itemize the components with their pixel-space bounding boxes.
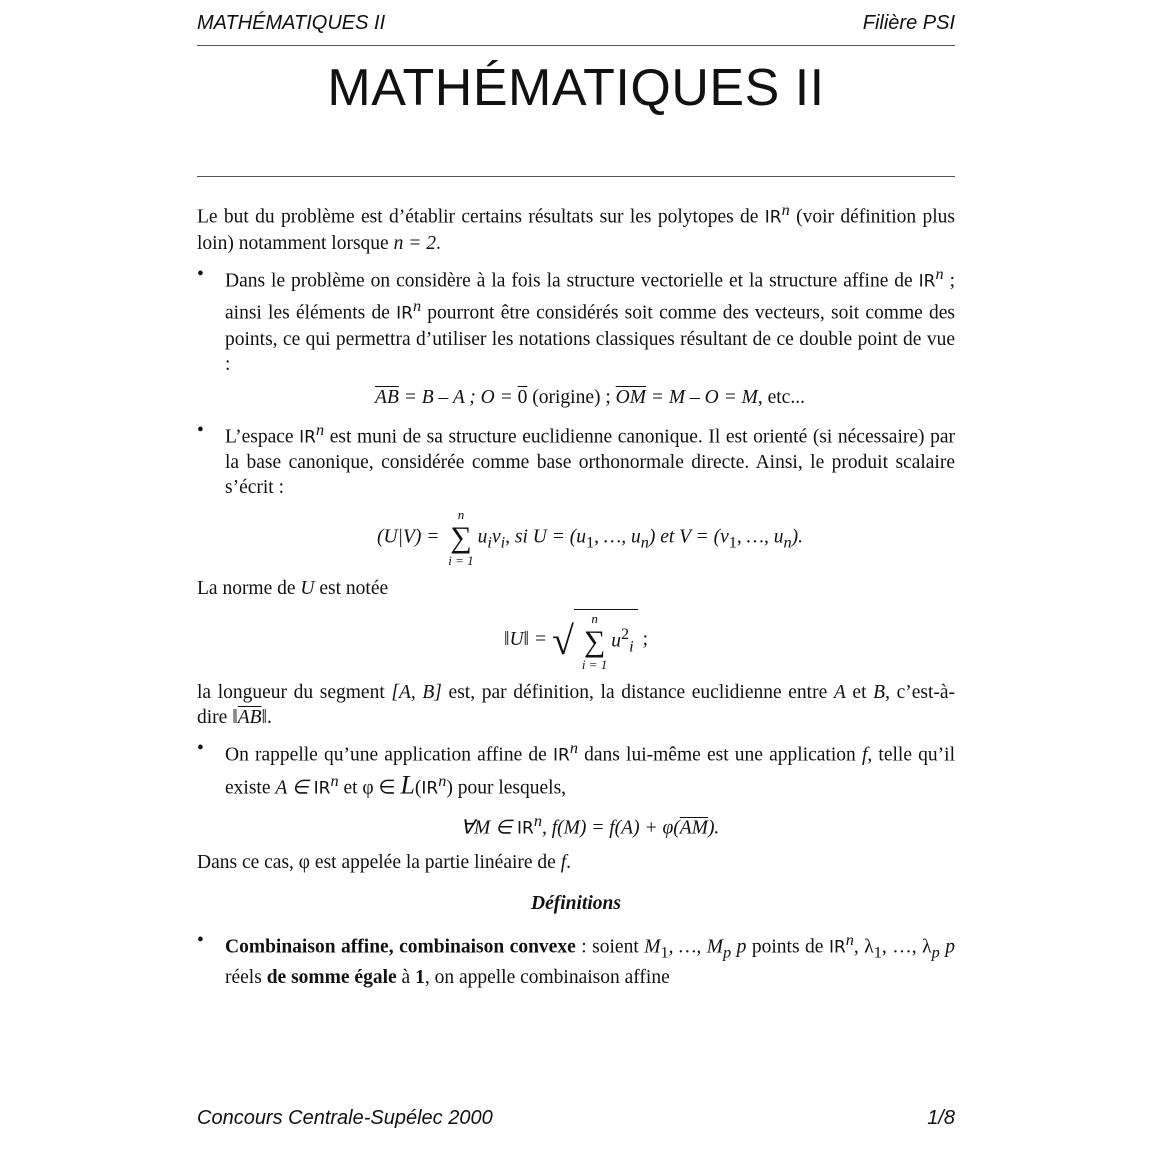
norm-intro	[197, 576, 955, 601]
bullet-item	[197, 736, 955, 842]
bullet-icon: •	[197, 263, 204, 285]
sum-symbol	[582, 612, 607, 672]
subscript: n	[783, 533, 792, 552]
math-run: ‖U‖ =	[504, 628, 552, 650]
bullet-item	[197, 418, 955, 569]
subscript: 1	[873, 942, 882, 961]
text-run: est muni de sa structure euclidienne canonique. Il est orienté (si nécessaire) par la base canonique, considérée comme base orthonormale directe. Ainsi, le produit scalaire s’écrit :	[225, 426, 956, 498]
exponent: n	[781, 201, 790, 219]
math-inline: A	[833, 682, 846, 703]
math-run: , …, u	[736, 526, 784, 548]
exponent: n	[412, 297, 422, 315]
vector-ab: $\overline{AB}$	[237, 707, 262, 728]
real-set-symbol: IR	[918, 271, 936, 291]
subscript: n	[640, 533, 649, 552]
bullet-text	[225, 418, 955, 501]
text-run: la longueur du segment	[197, 682, 392, 703]
sqrt-icon: √	[551, 618, 574, 663]
sigma-icon: ∑	[450, 521, 472, 554]
linear-maps-symbol: L	[400, 770, 415, 799]
math-run: ) et V = (v	[648, 526, 729, 548]
subscript: i	[629, 637, 634, 656]
math-run: v	[491, 526, 501, 548]
bullet-item	[197, 928, 955, 990]
math-inline: , …, M	[668, 936, 723, 957]
real-set-symbol: IR	[517, 818, 534, 839]
math-run: , si U = (u	[505, 526, 586, 548]
intro-text: Le but du problème est d’établir certains résultats sur les polytopes de	[197, 206, 765, 228]
text-run: , c’est-à-dire	[197, 682, 956, 728]
text-run: , on appelle combinaison affine	[424, 966, 670, 988]
exponent: n	[438, 771, 447, 790]
sqrt-body	[574, 609, 638, 672]
math-run: = B – A ; O =	[398, 386, 518, 408]
math-inline: M	[644, 936, 661, 957]
exponent: n	[569, 739, 578, 757]
sum-upper: n	[457, 507, 465, 522]
bullet-icon: •	[197, 419, 204, 441]
vector-zero: 0	[517, 386, 528, 408]
segment-paragraph	[197, 680, 955, 730]
math-inline: B	[873, 682, 886, 703]
real-set-symbol: IR	[421, 778, 439, 798]
text-run: : soient	[575, 936, 645, 957]
text-run: est notée	[314, 578, 389, 599]
math-run: ∀M ∈	[460, 817, 517, 839]
math-inline: U	[300, 578, 315, 599]
math-inline: A ∈	[275, 777, 314, 798]
math-inline: ‖.	[261, 707, 272, 728]
subscript: i	[500, 533, 506, 552]
sum-lower: i = 1	[448, 553, 474, 568]
section-heading: Définitions	[531, 892, 621, 914]
real-set-symbol: IR	[396, 303, 413, 324]
exponent: n	[845, 930, 854, 949]
text-run: (	[414, 777, 422, 798]
exponent: 2	[621, 624, 630, 643]
sum-upper: n	[591, 611, 598, 626]
bullet-text	[225, 736, 955, 801]
exponent: n	[533, 812, 542, 830]
text-run: On rappelle qu’une application affine de	[225, 744, 553, 766]
text-run: , …, λ	[881, 936, 932, 957]
page-title: MATHÉMATIQUES II	[327, 59, 825, 117]
exponent: n	[935, 264, 944, 283]
running-footer	[197, 1107, 955, 1129]
header-stream: Filière PSI	[862, 12, 955, 34]
linear-part-paragraph	[197, 850, 955, 875]
equation-affine	[225, 809, 955, 842]
exponent: n	[330, 771, 339, 790]
math-run: u	[611, 630, 622, 652]
math-run: , …, u	[594, 526, 641, 548]
math-inline: f	[560, 851, 567, 873]
math-inline: [A, B]	[391, 682, 442, 703]
header-rule	[197, 45, 955, 46]
math-inline: p	[939, 936, 955, 957]
intro-text: .	[436, 232, 441, 254]
text-run: ;	[637, 628, 648, 650]
subscript: i	[487, 533, 492, 552]
math-inline: ‖	[232, 707, 238, 728]
bold-text: 1	[415, 966, 425, 988]
subscript: 1	[728, 533, 737, 552]
running-header	[197, 12, 955, 34]
text-run: L’espace	[225, 426, 300, 447]
text-run: Dans le problème on considère à la fois la structure vectorielle et la structure affine de	[225, 270, 919, 291]
math-run: u	[477, 526, 488, 548]
math-run: = M – O = M	[645, 386, 758, 408]
bullet-text	[225, 262, 955, 377]
real-set-symbol: IR	[299, 427, 316, 447]
text-run: La norme de	[197, 578, 301, 599]
subscript: p	[931, 942, 940, 961]
bold-text: de somme égale	[266, 966, 397, 988]
equation-notation	[225, 385, 955, 410]
header-subject: MATHÉMATIQUES II	[197, 12, 386, 34]
subscript: 1	[585, 533, 595, 552]
vector-om: $\overline{OM}$	[615, 386, 646, 408]
real-set-symbol: IR	[828, 937, 846, 957]
vector-am: $\overline{AM}$	[679, 817, 708, 839]
text-run: Dans ce cas, φ est appelée la partie linéaire de	[197, 851, 561, 873]
document-body	[197, 198, 955, 990]
text-run: points de	[746, 936, 829, 957]
text-run: et φ ∈	[338, 777, 401, 798]
subscript: 1	[660, 942, 669, 961]
intro-paragraph	[197, 198, 955, 256]
text-run: .	[566, 851, 571, 873]
definition-term: Combinaison affine, combinaison convexe	[225, 936, 576, 957]
text-run: ) pour lesquels,	[446, 777, 567, 798]
equation-norm	[197, 609, 955, 672]
exponent: n	[316, 420, 325, 439]
text-run: et	[845, 682, 874, 703]
text-run: est, par définition, la distance euclidienne entre	[441, 682, 834, 703]
text-run: dans lui-même est une application	[577, 744, 862, 766]
sigma-icon: ∑	[583, 625, 606, 658]
intro-text: (voir définition plus loin) notamment lorsque	[197, 206, 955, 254]
math-run: (U|V) =	[377, 526, 445, 548]
sum-lower: i = 1	[581, 657, 608, 672]
math-run: ).	[791, 526, 803, 548]
math-inline: n = 2	[393, 232, 437, 254]
bullet-icon: •	[197, 929, 204, 951]
math-run: ).	[707, 817, 720, 839]
page-number: 1/8	[927, 1107, 955, 1129]
text-run: ; ainsi les éléments de	[225, 270, 955, 324]
text-run: à	[396, 966, 416, 988]
title-rule	[197, 176, 955, 177]
footer-source: Concours Centrale-Supélec 2000	[197, 1107, 493, 1129]
math-inline: f	[861, 744, 868, 766]
text-run: , etc...	[757, 386, 805, 408]
sum-symbol	[448, 508, 473, 568]
text-run: , telle qu’il existe	[225, 744, 955, 798]
text-run: , λ	[853, 936, 874, 957]
vector-ab: $\overline{AB}$	[375, 386, 399, 408]
text-run: réels	[225, 966, 267, 988]
math-run: , f(M) = f(A) + φ(	[541, 817, 680, 839]
text-run: (origine) ;	[527, 386, 616, 408]
bullet-icon: •	[197, 738, 204, 759]
real-set-symbol: IR	[553, 745, 570, 766]
real-set-symbol: IR	[764, 207, 782, 228]
subscript: p	[722, 942, 732, 961]
real-set-symbol: IR	[313, 778, 331, 798]
equation-scalar-product	[225, 508, 955, 568]
math-inline: p	[731, 936, 747, 957]
bullet-item	[197, 262, 955, 410]
text-run: pourront être considérés soit comme des vecteurs, soit comme des points, ce qui permettra d’utiliser les notations classiques résultant de ce double point de vue :	[225, 302, 956, 375]
bullet-text	[225, 928, 955, 990]
